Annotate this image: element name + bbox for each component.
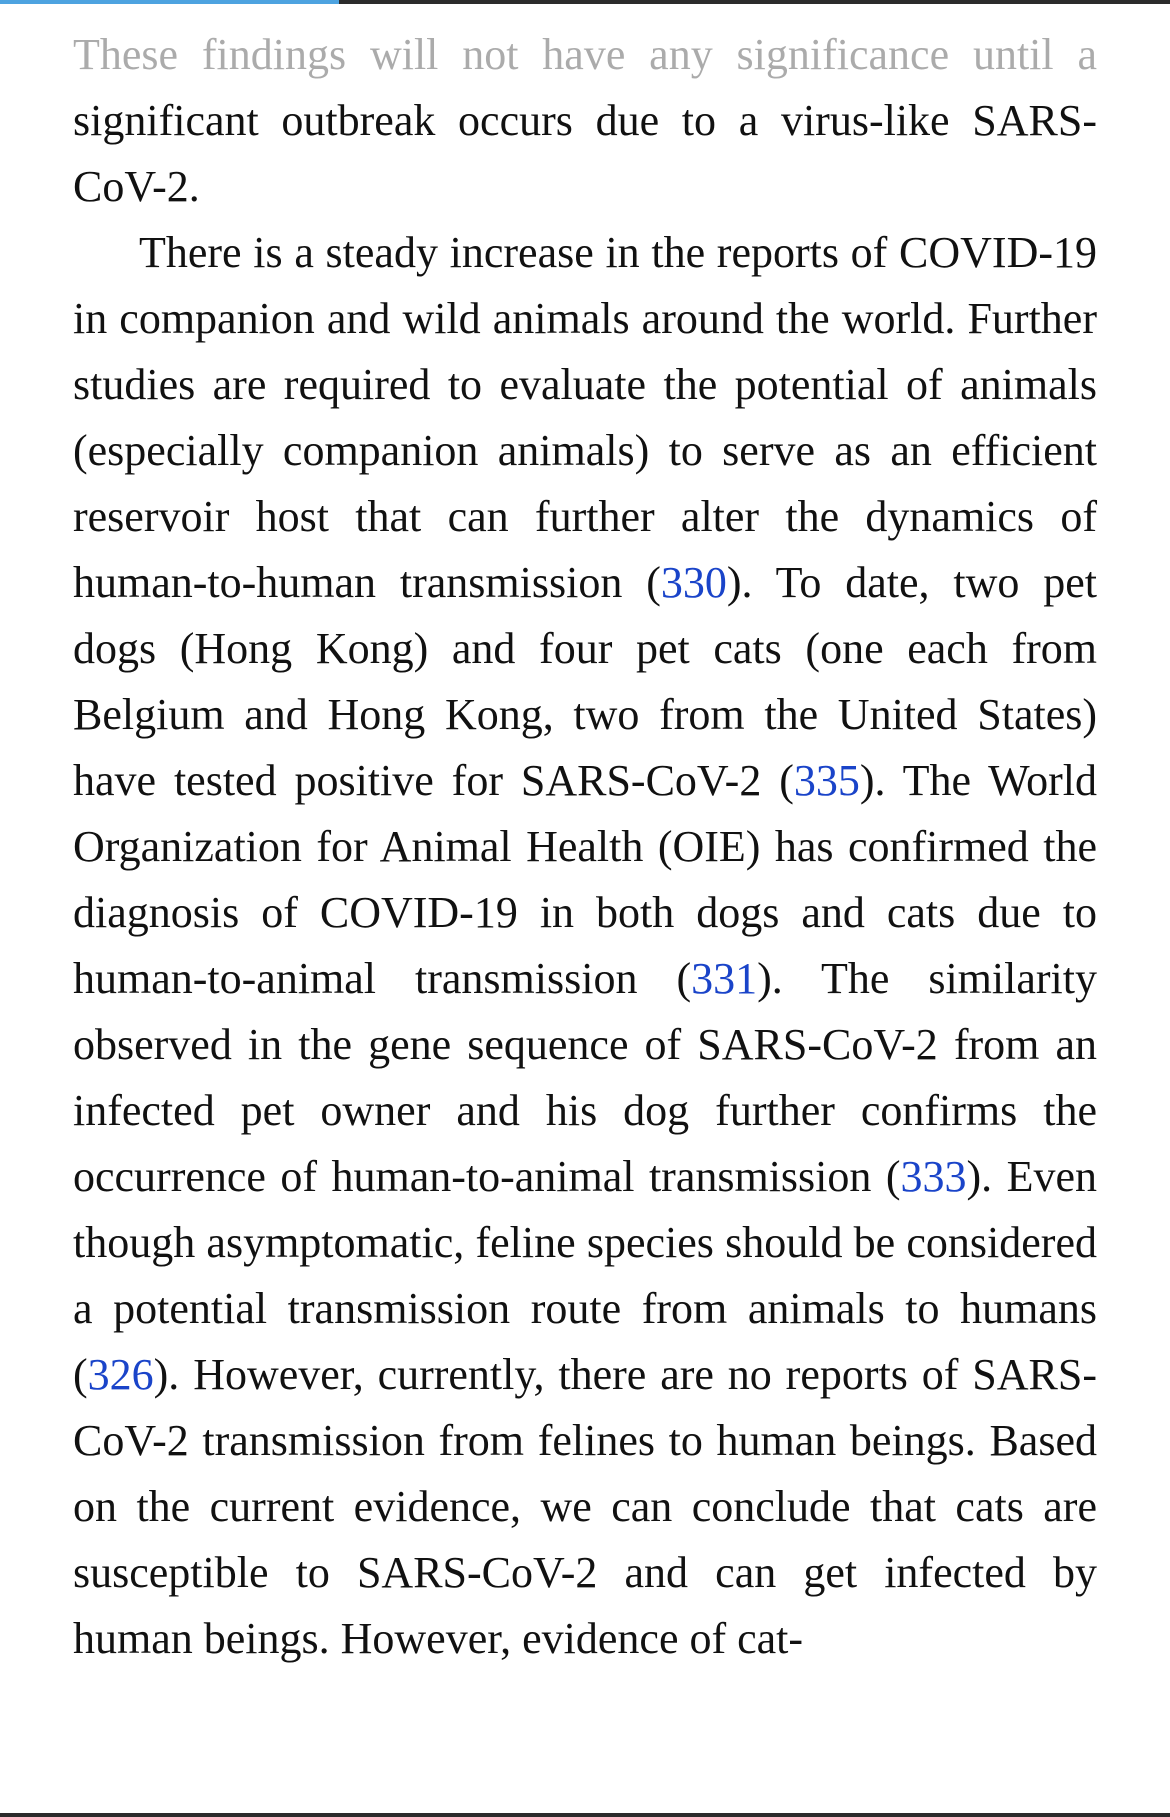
bottom-edge-bar xyxy=(0,1813,1170,1817)
paragraph-intro xyxy=(73,22,1097,220)
paragraph-animal-transmission xyxy=(73,220,1097,1672)
text-segment: ). However, currently, there are no reports of SARS-CoV-2 transmission from felines to human beings. Based on the current evidence, we can conclude that cats are susceptible to SARS-CoV-2 and can get infected by human beings. However, evidence of cat- xyxy=(73,1350,1097,1663)
text-segment: ). The World Organization for Animal Health (OIE) has confirmed the diagnosis of COVID-19 in both dogs and cats due to human-to-animal transmission ( xyxy=(73,756,1097,1003)
text-segment: ). Even though asymptomatic, feline species should be considered a potential transmission route from animals to humans ( xyxy=(73,1152,1097,1399)
reading-progress-fill xyxy=(0,0,339,4)
article-body xyxy=(73,22,1097,1672)
reference-link-330[interactable]: 330 xyxy=(660,558,727,607)
text-segment: ). To date, two pet dogs (Hong Kong) and four pet cats (one each from Belgium and Hong Kong, two from the United States) have tested positive for SARS-CoV-2 ( xyxy=(73,558,1097,805)
reference-link-326[interactable]: 326 xyxy=(87,1350,154,1399)
text-segment: There is a steady increase in the reports of COVID-19 in companion and wild animals around the world. Further studies are required to evaluate the potential of animals (especially companion animals) to serve as an efficient reservoir host that can further alter the dynamics of human-to-human transmission ( xyxy=(73,228,1097,607)
faded-line: These findings will not have any significance until a xyxy=(73,30,1097,79)
reference-link-331[interactable]: 331 xyxy=(691,954,758,1003)
text-segment: ). The similarity observed in the gene sequence of SARS-CoV-2 from an infected pet owner and his dog further confirms the occurrence of human-to-animal transmission ( xyxy=(73,954,1097,1201)
paragraph-intro-text: significant outbreak occurs due to a virus-like SARS-CoV-2. xyxy=(73,96,1097,211)
reference-link-333[interactable]: 333 xyxy=(900,1152,967,1201)
reference-link-335[interactable]: 335 xyxy=(793,756,860,805)
reading-progress-track xyxy=(0,0,1170,4)
